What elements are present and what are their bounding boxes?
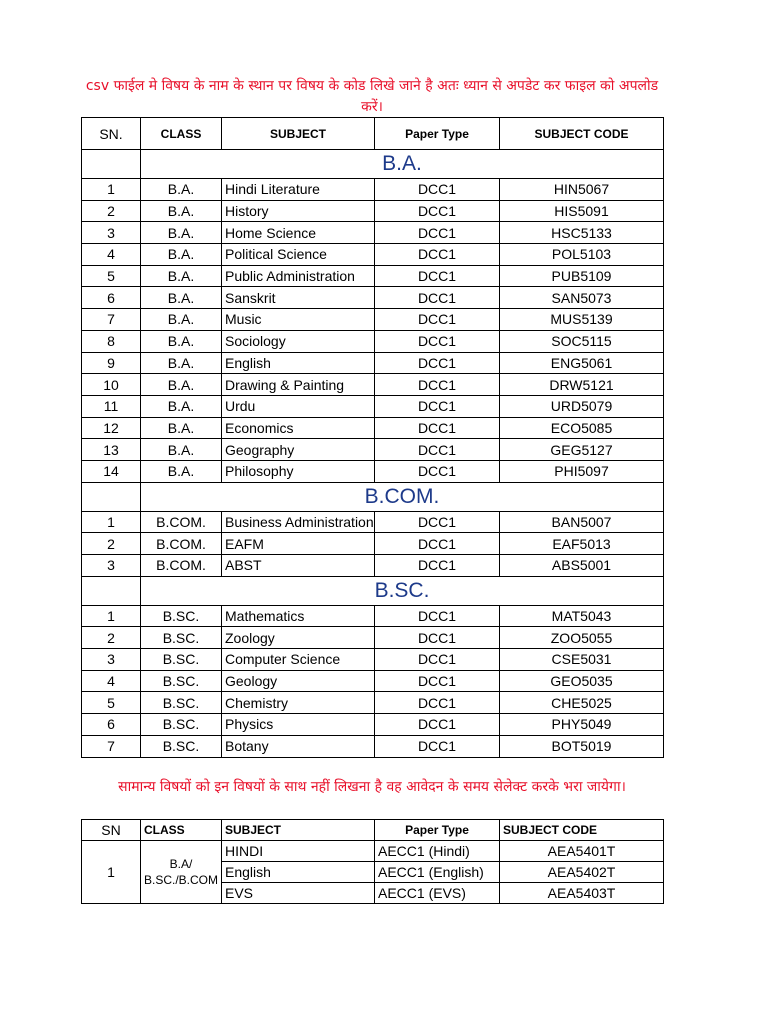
table-row bbox=[82, 627, 664, 649]
paper-type-cell: DCC1 bbox=[375, 511, 500, 533]
subject-cell: Drawing & Painting bbox=[222, 374, 375, 396]
table-row bbox=[82, 309, 664, 331]
subject-cell: ABST bbox=[222, 555, 375, 577]
common-header-paper-type: Paper Type bbox=[375, 820, 500, 841]
table-row bbox=[82, 439, 664, 461]
sn-cell: 8 bbox=[82, 330, 141, 352]
table-row bbox=[82, 714, 664, 736]
table-row bbox=[82, 352, 664, 374]
subject-code-cell: GEO5035 bbox=[500, 670, 664, 692]
paper-type-cell: DCC1 bbox=[375, 265, 500, 287]
class-line-2: B.SC./B.COM bbox=[144, 873, 219, 887]
subject-cell: HINDI bbox=[222, 841, 375, 862]
header-class: CLASS bbox=[141, 118, 222, 150]
table-row bbox=[82, 649, 664, 671]
common-sn-cell: 1 bbox=[82, 841, 141, 904]
subject-cell: Philosophy bbox=[222, 460, 375, 482]
section-title: B.COM. bbox=[141, 482, 664, 511]
table-row bbox=[82, 200, 664, 222]
subject-code-table bbox=[81, 117, 664, 758]
paper-type-cell: DCC1 bbox=[375, 244, 500, 266]
header-row bbox=[82, 118, 664, 150]
paper-type-cell: DCC1 bbox=[375, 439, 500, 461]
table-row bbox=[82, 330, 664, 352]
table-row bbox=[82, 555, 664, 577]
section-title: B.A. bbox=[141, 150, 664, 179]
subject-cell: Computer Science bbox=[222, 649, 375, 671]
paper-type-cell: DCC1 bbox=[375, 200, 500, 222]
subject-code-cell: ENG5061 bbox=[500, 352, 664, 374]
sn-cell: 4 bbox=[82, 244, 141, 266]
sn-cell: 7 bbox=[82, 735, 141, 757]
paper-type-cell: DCC1 bbox=[375, 555, 500, 577]
class-cell: B.A. bbox=[141, 309, 222, 331]
class-cell: B.SC. bbox=[141, 649, 222, 671]
paper-type-cell: DCC1 bbox=[375, 605, 500, 627]
table-row bbox=[82, 670, 664, 692]
class-cell: B.SC. bbox=[141, 714, 222, 736]
subject-cell: Botany bbox=[222, 735, 375, 757]
paper-type-cell: DCC1 bbox=[375, 649, 500, 671]
sn-cell: 2 bbox=[82, 627, 141, 649]
table-row bbox=[82, 605, 664, 627]
subject-cell: Zoology bbox=[222, 627, 375, 649]
paper-type-cell: DCC1 bbox=[375, 714, 500, 736]
table-row bbox=[82, 222, 664, 244]
class-cell: B.A. bbox=[141, 265, 222, 287]
sn-cell: 2 bbox=[82, 200, 141, 222]
subject-code-cell: MUS5139 bbox=[500, 309, 664, 331]
section-title: B.SC. bbox=[141, 576, 664, 605]
subject-cell: EVS bbox=[222, 883, 375, 904]
sn-cell: 4 bbox=[82, 670, 141, 692]
class-cell: B.SC. bbox=[141, 670, 222, 692]
subject-cell: Chemistry bbox=[222, 692, 375, 714]
subject-code-cell: PUB5109 bbox=[500, 265, 664, 287]
header-subject-code: SUBJECT CODE bbox=[500, 118, 664, 150]
class-cell: B.COM. bbox=[141, 511, 222, 533]
class-cell: B.A. bbox=[141, 179, 222, 201]
paper-type-cell: AECC1 (English) bbox=[375, 862, 500, 883]
paper-type-cell: DCC1 bbox=[375, 330, 500, 352]
subject-code-cell: PHY5049 bbox=[500, 714, 664, 736]
subject-code-cell: AEA5403T bbox=[500, 883, 664, 904]
paper-type-cell: DCC1 bbox=[375, 374, 500, 396]
subject-cell: Urdu bbox=[222, 395, 375, 417]
section-header-row bbox=[82, 576, 664, 605]
sn-cell: 6 bbox=[82, 714, 141, 736]
table-row bbox=[82, 244, 664, 266]
table-row bbox=[82, 265, 664, 287]
subject-code-cell: HIS5091 bbox=[500, 200, 664, 222]
class-line-1: B.A/ bbox=[169, 857, 193, 871]
sn-cell: 9 bbox=[82, 352, 141, 374]
common-header-sn: SN bbox=[82, 820, 141, 841]
subject-cell: EAFM bbox=[222, 533, 375, 555]
sn-cell: 5 bbox=[82, 265, 141, 287]
subject-cell: Mathematics bbox=[222, 605, 375, 627]
sn-cell: 1 bbox=[82, 605, 141, 627]
table-row bbox=[82, 287, 664, 309]
class-cell: B.A. bbox=[141, 200, 222, 222]
table-row bbox=[82, 735, 664, 757]
common-header-class: CLASS bbox=[141, 820, 222, 841]
common-header-subject-code: SUBJECT CODE bbox=[500, 820, 664, 841]
paper-type-cell: DCC1 bbox=[375, 692, 500, 714]
paper-type-cell: AECC1 (EVS) bbox=[375, 883, 500, 904]
paper-type-cell: DCC1 bbox=[375, 352, 500, 374]
common-header-subject: SUBJECT bbox=[222, 820, 375, 841]
bottom-note: सामान्य विषयों को इन विषयों के साथ नहीं लिखना है वह आवेदन के समय सेलेक्ट करके भरा जायेगा। bbox=[118, 779, 626, 795]
subject-code-cell: POL5103 bbox=[500, 244, 664, 266]
subject-code-cell: CSE5031 bbox=[500, 649, 664, 671]
class-cell: B.SC. bbox=[141, 627, 222, 649]
common-subjects-table bbox=[81, 819, 664, 904]
subject-cell: Political Science bbox=[222, 244, 375, 266]
paper-type-cell: DCC1 bbox=[375, 460, 500, 482]
class-cell: B.A. bbox=[141, 374, 222, 396]
header-subject: SUBJECT bbox=[222, 118, 375, 150]
header-paper-type: Paper Type bbox=[375, 118, 500, 150]
subject-code-cell: BOT5019 bbox=[500, 735, 664, 757]
subject-code-cell: CHE5025 bbox=[500, 692, 664, 714]
subject-cell: Public Administration bbox=[222, 265, 375, 287]
subject-code-cell: AEA5401T bbox=[500, 841, 664, 862]
header-sn: SN. bbox=[82, 118, 141, 150]
table-row bbox=[82, 841, 664, 862]
class-cell: B.SC. bbox=[141, 692, 222, 714]
sn-cell: 5 bbox=[82, 692, 141, 714]
paper-type-cell: DCC1 bbox=[375, 627, 500, 649]
subject-code-cell: BAN5007 bbox=[500, 511, 664, 533]
paper-type-cell: AECC1 (Hindi) bbox=[375, 841, 500, 862]
sn-cell: 14 bbox=[82, 460, 141, 482]
paper-type-cell: DCC1 bbox=[375, 287, 500, 309]
subject-cell: English bbox=[222, 862, 375, 883]
subject-cell: Hindi Literature bbox=[222, 179, 375, 201]
class-cell: B.A. bbox=[141, 222, 222, 244]
table-row bbox=[82, 460, 664, 482]
table-row bbox=[82, 692, 664, 714]
subject-code-cell: MAT5043 bbox=[500, 605, 664, 627]
class-cell: B.A. bbox=[141, 352, 222, 374]
subject-cell: Music bbox=[222, 309, 375, 331]
sn-cell: 1 bbox=[82, 511, 141, 533]
subject-code-cell: SAN5073 bbox=[500, 287, 664, 309]
paper-type-cell: DCC1 bbox=[375, 179, 500, 201]
class-cell: B.A. bbox=[141, 287, 222, 309]
subject-cell: Physics bbox=[222, 714, 375, 736]
table-row bbox=[82, 179, 664, 201]
subject-cell: Home Science bbox=[222, 222, 375, 244]
subject-code-cell: PHI5097 bbox=[500, 460, 664, 482]
paper-type-cell: DCC1 bbox=[375, 395, 500, 417]
paper-type-cell: DCC1 bbox=[375, 309, 500, 331]
table-row bbox=[82, 533, 664, 555]
subject-code-cell: DRW5121 bbox=[500, 374, 664, 396]
class-cell: B.SC. bbox=[141, 735, 222, 757]
sn-cell: 12 bbox=[82, 417, 141, 439]
paper-type-cell: DCC1 bbox=[375, 670, 500, 692]
class-cell: B.A. bbox=[141, 395, 222, 417]
sn-cell: 7 bbox=[82, 309, 141, 331]
sn-cell: 13 bbox=[82, 439, 141, 461]
subject-code-cell: GEG5127 bbox=[500, 439, 664, 461]
subject-cell: Geography bbox=[222, 439, 375, 461]
class-cell: B.SC. bbox=[141, 605, 222, 627]
subject-code-cell: SOC5115 bbox=[500, 330, 664, 352]
paper-type-cell: DCC1 bbox=[375, 417, 500, 439]
sn-cell: 3 bbox=[82, 649, 141, 671]
sn-cell: 6 bbox=[82, 287, 141, 309]
table-row bbox=[82, 511, 664, 533]
table-body bbox=[82, 150, 664, 758]
sn-cell: 1 bbox=[82, 179, 141, 201]
class-cell: B.COM. bbox=[141, 533, 222, 555]
subject-code-cell: ABS5001 bbox=[500, 555, 664, 577]
sn-cell: 11 bbox=[82, 395, 141, 417]
section-header-row bbox=[82, 482, 664, 511]
subject-code-cell: EAF5013 bbox=[500, 533, 664, 555]
table-row bbox=[82, 395, 664, 417]
subject-cell: Sanskrit bbox=[222, 287, 375, 309]
paper-type-cell: DCC1 bbox=[375, 735, 500, 757]
class-cell: B.A. bbox=[141, 460, 222, 482]
subject-code-cell: HSC5133 bbox=[500, 222, 664, 244]
class-cell: B.A. bbox=[141, 417, 222, 439]
sn-cell: 3 bbox=[82, 555, 141, 577]
section-blank-cell bbox=[82, 482, 141, 511]
subject-code-cell: ZOO5055 bbox=[500, 627, 664, 649]
subject-code-cell: URD5079 bbox=[500, 395, 664, 417]
section-blank-cell bbox=[82, 150, 141, 179]
subject-code-cell: HIN5067 bbox=[500, 179, 664, 201]
table-row bbox=[82, 374, 664, 396]
subject-cell: Economics bbox=[222, 417, 375, 439]
subject-cell: History bbox=[222, 200, 375, 222]
class-cell: B.A. bbox=[141, 330, 222, 352]
common-header-row bbox=[82, 820, 664, 841]
class-cell: B.A. bbox=[141, 439, 222, 461]
subject-cell: English bbox=[222, 352, 375, 374]
class-cell: B.COM. bbox=[141, 555, 222, 577]
common-class-cell bbox=[141, 841, 222, 904]
class-cell: B.A. bbox=[141, 244, 222, 266]
subject-code-cell: ECO5085 bbox=[500, 417, 664, 439]
sn-cell: 3 bbox=[82, 222, 141, 244]
paper-type-cell: DCC1 bbox=[375, 222, 500, 244]
subject-cell: Business Administration bbox=[222, 511, 375, 533]
sn-cell: 10 bbox=[82, 374, 141, 396]
subject-cell: Sociology bbox=[222, 330, 375, 352]
subject-code-cell: AEA5402T bbox=[500, 862, 664, 883]
subject-cell: Geology bbox=[222, 670, 375, 692]
section-blank-cell bbox=[82, 576, 141, 605]
paper-type-cell: DCC1 bbox=[375, 533, 500, 555]
top-note: csv फाईल मे विषय के नाम के स्थान पर विषय के कोड लिखे जाने है अतः ध्यान से अपडेट कर फाइल को अपलोड करें। bbox=[85, 78, 659, 115]
table-row bbox=[82, 417, 664, 439]
section-header-row bbox=[82, 150, 664, 179]
sn-cell: 2 bbox=[82, 533, 141, 555]
